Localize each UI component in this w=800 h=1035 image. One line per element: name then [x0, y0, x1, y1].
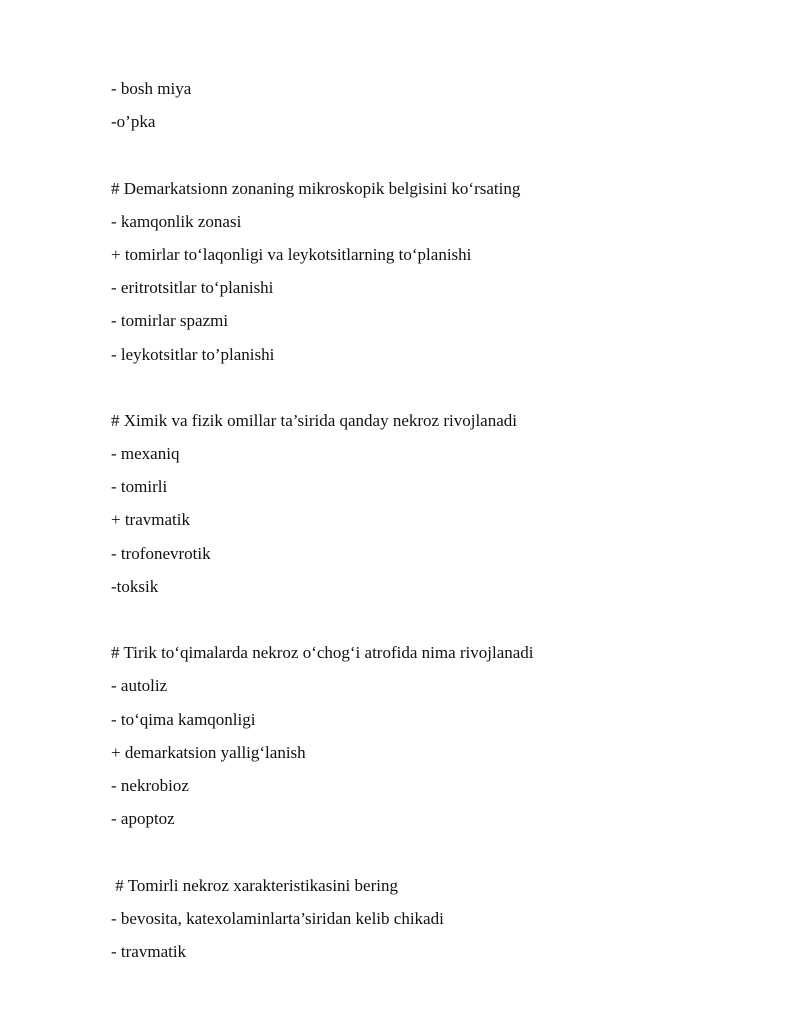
blank-line [111, 603, 711, 636]
document-text [111, 72, 711, 968]
answer-option: - bevosita, katexolaminlarta’siridan kelib chikadi [111, 908, 444, 928]
question-heading: # Tirik to‘qimalarda nekroz o‘chog‘i atrofida nima rivojlanadi [111, 643, 534, 663]
blank-line [111, 371, 711, 404]
answer-option-correct: + travmatik [111, 510, 190, 530]
answer-option: - nekrobioz [111, 775, 189, 795]
answer-option: - apoptoz [111, 809, 175, 829]
answer-option: -o’pka [111, 112, 156, 132]
answer-option: - mexaniq [111, 444, 180, 464]
answer-option: - to‘qima kamqonligi [111, 709, 256, 729]
answer-option: - autoliz [111, 676, 168, 696]
question-heading: # Tomirli nekroz xarakteristikasini bering [111, 875, 398, 895]
answer-option: - kamqonlik zonasi [111, 211, 242, 231]
answer-option: - tomirlar spazmi [111, 311, 229, 331]
answer-option: - leykotsitlar to’planishi [111, 344, 275, 364]
answer-option: - eritrotsitlar to‘planishi [111, 278, 274, 298]
answer-option: - trofonevrotik [111, 543, 211, 563]
blank-line [111, 138, 711, 171]
question-heading: # Demarkatsionn zonaning mikroskopik belgisini ko‘rsating [111, 178, 521, 198]
answer-option: - tomirli [111, 477, 168, 497]
answer-option: -toksik [111, 576, 159, 596]
blank-line [111, 835, 711, 868]
answer-option-correct: + tomirlar to‘laqonligi va leykotsitlarning to‘planishi [111, 244, 472, 264]
answer-option: - bosh miya [111, 79, 192, 98]
question-heading: # Ximik va fizik omillar ta’sirida qanday nekroz rivojlanadi [111, 410, 517, 430]
answer-option-correct: + demarkatsion yallig‘lanish [111, 742, 306, 762]
answer-option: - travmatik [111, 941, 187, 961]
